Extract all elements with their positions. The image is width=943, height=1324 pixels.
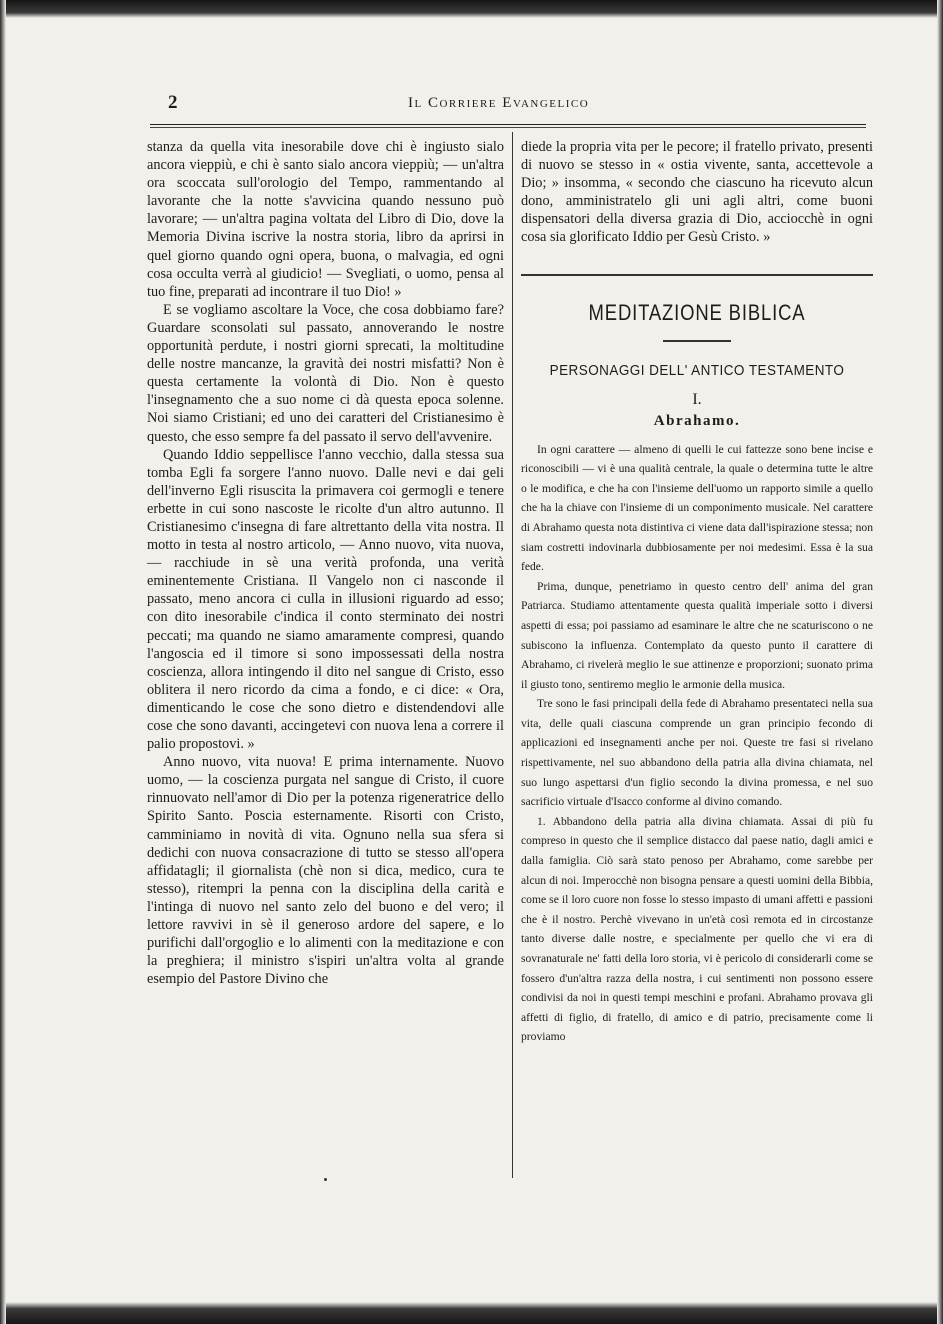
paragraph: In ogni carattere — almeno di quelli le cui fattezze sono bene incise e riconoscibili — vi è una qualità centrale, la quale o determina tutte le altre o le modifica, e che ha con l'insieme dell'uomo un rapporto simile a quello che ha la chiave con l'insieme di un componimento musicale. Nel carattere di Abrahamo questa nota distintiva ci viene data dall'ispirazione stessa; non siam costretti indovinarla dubbiosamente per noi medesimi. Essa è la sua fede. [521,442,873,574]
paragraph: 1. Abbandono della patria alla divina chiamata. Assai di più fu compreso in questo che il semplice distacco dal paese natio, dagli amici e dalla famiglia. Ciò sarà stato penoso per Abrahamo, come sarebbe per alcun di noi. Imperocchè non bisogna pensare a questi uomini della Bibbia, come se il loro cuore non fosse lo stesso impasto di umani affetti e passioni che è il nostro. Perchè vivevano in un'età così remota ed in circostanze tanto diverse dalle nostre, e specialmente per quello che vi era di sovranaturale ne' fatti della loro storia, vi è pericolo di considerarli come se fossero d'un'altra razza della nostra, i cui sentimenti non possono essere condivisi da noi in questi tempi meschini e profani. Abrahamo provava gli affetti di figlio, di fratello, di amico e di patrio, precisamente come li proviamo [521,814,873,1044]
running-title: Il Corriere Evangelico [408,95,590,111]
subsection-title: PERSONAGGI DELL' ANTICO TESTAMENTO [549,361,845,379]
chapter-title: Abrahamo. [653,412,741,429]
paragraph: E se vogliamo ascoltare la Voce, che cosa dobbiamo fare? Guardare sconsolati sul passato, annoverando le nostre opportunità perdute, i nostri giorni sprecati, la moltitudine delle nostre mancanze, la gravità dei nostri misfatti? Non è questa certamente la volontà di Dio. Non è questo l'insegnamento che a suo nome ci dà questa epoca solenne. Noi siamo Cristiani; ed uno dei caratteri del Cristianesimo è questo, che esso sempre fa del passato il servo dell'avvenire. [147,301,504,445]
section-rule [521,274,873,276]
paragraph: Tre sono le fasi principali della fede di Abrahamo presentateci nella sua vita, delle quali ciascuna comprende un gran principio fecondo di applicazioni ed insegnamenti anche per noi. Queste tre fasi si rivelano rispettivamente, nel suo abbandono della patria alla divina chiamata, nel suo lungo aspettarsi d'un figlio secondo la divina promessa, e nel suo sacrificio virtuale d'Isacco conforme al divino comando. [521,697,873,809]
paragraph: Anno nuovo, vita nuova! E prima internamente. Nuovo uomo, — la coscienza purgata nel sangue di Cristo, il cuore rinnuovato nell'amor di Dio per la potenza rigeneratrice dello Spirito Santo. Poscia esternamente. Risorti con Cristo, camminiamo in novità di vita. Ognuno nella sua sfera si dedichi con nuova consacrazione di tutto se stesso all'opera affidatagli; il giornalista (chè non si dica, medico, cura te stesso), ritempri la penna con la disciplina della carità e l'intinga di nuovo nel santo zelo del buono e del vero; il lettore ravvivi in sè il generoso ardore del sapere, e lo purifichi dall'orgoglio e lo alimenti con la meditazione e con la preghiera; il ministro s'ispiri un'altra volta al grande esempio del Pastore Divino che [147,754,504,988]
continuation-paragraph: diede la propria vita per le pecore; il fratello privato, presenti di nuovo se stesso in « ostia vivente, santa, accettevole a Dio; » insomma, « secondo che ciascuno ha ricevuto alcun dono, amministratelo gli uni agli altri, come buoni dispensatori della diversa grazia di Dio, acciocchè in ogni cosa sia glorificato Iddio per Gesù Cristo. » [521,139,873,246]
left-column [147,138,504,988]
paragraph: stanza da quella vita inesorabile dove chi è ingiusto sialo ancora vieppiù, e chi è santo sialo ancora vieppiù; — un'altra ora scoccata sull'orologio del Tempo, rammentando al lavorante che la notte s'avvicina quando nessuno può lavorare; — un'altra pagina voltata del Libro di Dio, dove la Memoria Divina iscrive la nostra storia, libro da aprirsi in quel giorno quando ogni opera, buona, o malvagia, ed ogni cosa occulta verrà al giudicio! — Svegliati, o uomo, pensa al tuo fine, preparati ad incontrare il tuo Dio! » [147,139,504,300]
scan-border-right [937,0,943,1324]
page-number: 2 [168,92,178,113]
page-header [150,92,866,116]
right-column [521,138,873,1047]
paragraph: Quando Iddio seppellisce l'anno vecchio, dalla stessa sua tomba Egli fa sorgere l'anno nuovo. Dalle nevi e dai geli dell'inverno Egli risuscita la primavera coi germogli e tenere erbette in cui sono nascoste le ricolte d'un altro autunno. Il Cristianesimo c'insegna di fare altrettanto della vita nostra. Il motto in testa al nostro articolo, — Anno nuovo, vita nuova, — racchiude in sè una verità profonda, una verità eminentemente Cristiana. Il Vangelo non ci nasconde il passato, meno ancora ci culla in illusioni riguardo ad esso; con dito inesorabile c'indica il conto sterminato dei nostri peccati; ma quando ne siamo amaramente compresi, quando l'angoscia ed il timore si sono impossessati della nostra coscienza, allora intingendo il dito nel sangue di Cristo, esso oblitera il nero ricordo da cima a fondo, e ci dice: « Ora, dimenticando le cose che sono dietro e distendendovi alle cose che sono davanti, accingetevi con nuova lena a correre il palio propostovi. » [147,446,504,753]
header-rule [150,124,866,128]
print-mark [324,1178,327,1181]
article-body [521,440,873,1047]
column-divider [512,132,513,1178]
scan-border-bottom [0,1302,943,1324]
section-title: MEDITAZIONE BIBLICA [588,299,806,325]
title-rule [663,340,731,342]
scan-border-top [0,0,943,18]
paragraph: Prima, dunque, penetriamo in questo centro dell' anima del gran Patriarca. Studiamo attentamente questa qualità imperiale sotto i diversi aspetti di essa; poi passiamo ad esaminare le altre che ne scaturiscono o ne subiscono la influenza. Contemplato da questo punto il carattere di Abrahamo, ci rivelerà meglio le sue attinenze e proporzioni; suonato prima il giusto tono, sentiremo meglio le armonie della musica. [521,579,873,691]
scan-border-left [0,0,6,1324]
part-number: I. [692,390,702,408]
